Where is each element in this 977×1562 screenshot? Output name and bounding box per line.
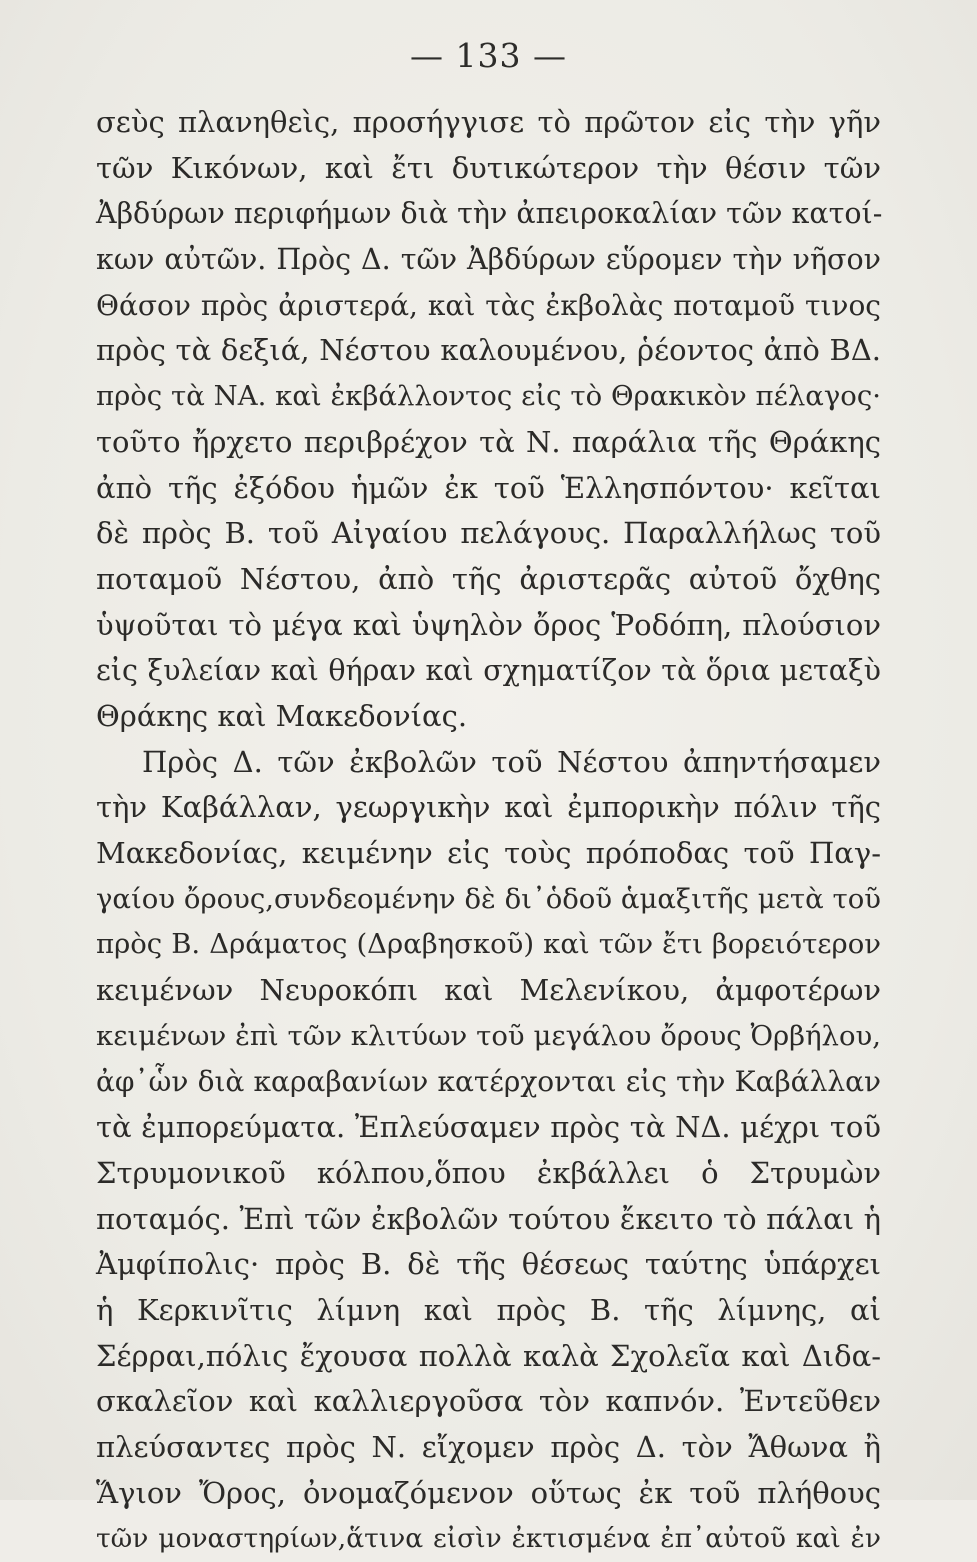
text-line: πρὸς Β. Δράματος (Δραβησκοῦ) καὶ τῶν ἔτι βορειότερον: [96, 928, 881, 961]
text-line: πρὸς τὰ ΝΑ. καὶ ἐκβάλλοντος εἰς τὸ Θρακικὸν πέλαγος·: [96, 380, 881, 413]
text-line: τῶν Κικόνων, καὶ ἔτι δυτικώτερον τὴν θέσιν τῶν: [96, 150, 881, 185]
text-line: τὴν Καβάλλαν, γεωργικὴν καὶ ἐμπορικὴν πόλιν τῆς: [96, 790, 881, 825]
text-line: σεὺς πλανηθεὶς, προσήγγισε τὸ πρῶτον εἰς τὴν γῆν: [96, 105, 881, 139]
text-line: Θάσον πρὸς ἀριστερά, καὶ τὰς ἐκβολὰς ποταμοῦ τινος: [96, 288, 881, 322]
text-line: πρὸς τὰ δεξιά, Νέστου καλουμένου, ῥέοντος ἀπὸ ΒΔ.: [96, 333, 881, 368]
text-line: Μακεδονίας, κειμένην εἰς τοὺς πρόποδας τοῦ Παγ-: [96, 836, 881, 870]
page-body-text: [96, 100, 881, 1562]
text-line: Ἅγιον Ὄρος, ὀνομαζόμενον οὕτως ἐκ τοῦ πλήθους: [96, 1475, 881, 1510]
text-line: ἀπὸ τῆς ἐξόδου ἡμῶν ἐκ τοῦ Ἑλλησπόντου· κεῖται: [96, 470, 881, 505]
text-line: ἀφ᾽ὧν διὰ καραβανίων κατέρχονται εἰς τὴν Καβάλλαν: [96, 1065, 881, 1099]
text-line: ἡ Κερκινῖτις λίμνη καὶ πρὸς Β. τῆς λίμνης, αἱ: [96, 1292, 881, 1327]
text-line: ὑψοῦται τὸ μέγα καὶ ὑψηλὸν ὄρος Ῥοδόπη, πλούσιον: [96, 607, 881, 642]
text-line: Σέρραι,πόλις ἔχουσα πολλὰ καλὰ Σχολεῖα καὶ Διδα-: [96, 1338, 881, 1373]
text-line: κων αὐτῶν. Πρὸς Δ. τῶν Ἀβδύρων εὕρομεν τὴν νῆσον: [96, 243, 881, 277]
text-line: ποταμός. Ἐπὶ τῶν ἐκβολῶν τούτου ἔκειτο τὸ πάλαι ἡ: [96, 1201, 881, 1236]
text-line: Ἀβδύρων περιφήμων διὰ τὴν ἀπειροκαλίαν τῶν κατοί-: [96, 197, 883, 231]
text-line: Στρυμονικοῦ κόλπου,ὅπου ἐκβάλλει ὁ Στρυμὼν: [96, 1155, 881, 1190]
text-line: εἰς ξυλείαν καὶ θήραν καὶ σχηματίζον τὰ ὅρια μεταξὺ: [96, 654, 881, 688]
text-line: τοῦτο ἤρχετο περιβρέχον τὰ Ν. παράλια τῆς Θράκης: [96, 424, 881, 459]
text-line: Ἀμφίπολις· πρὸς Β. δὲ τῆς θέσεως ταύτης ὑπάρχει: [96, 1247, 881, 1282]
text-line: τῶν μοναστηρίων,ἅτινα εἰσὶν ἐκτισμένα ἐπ᾽αὐτοῦ καὶ ἐν: [96, 1523, 881, 1555]
page-number: — 133 —: [410, 36, 567, 75]
text-line: κειμένων ἐπὶ τῶν κλιτύων τοῦ μεγάλου ὄρους Ὀρβήλου,: [96, 1019, 881, 1052]
text-line: γαίου ὄρους,συνδεομένην δὲ δι᾽ὁδοῦ ἁμαξιτῆς μετὰ τοῦ: [96, 882, 881, 915]
text-line: πλεύσαντες πρὸς Ν. εἴχομεν πρὸς Δ. τὸν Ἄθωνα ἢ: [96, 1429, 881, 1464]
text-line: ποταμοῦ Νέστου, ἀπὸ τῆς ἀριστερᾶς αὐτοῦ ὄχθης: [96, 561, 881, 596]
text-line: Πρὸς Δ. τῶν ἐκβολῶν τοῦ Νέστου ἀπηντήσαμεν: [142, 744, 881, 779]
text-line: δὲ πρὸς Β. τοῦ Αἰγαίου πελάγους. Παραλλήλως τοῦ: [96, 516, 881, 551]
text-line: Θράκης καὶ Μακεδονίας.: [96, 698, 468, 733]
text-line: κειμένων Νευροκόπι καὶ Μελενίκου, ἀμφοτέρων: [96, 973, 881, 1008]
text-line: σκαλεῖον καὶ καλλιεργοῦσα τὸν καπνόν. Ἐντεῦθεν: [96, 1384, 881, 1419]
text-line: τὰ ἐμπορεύματα. Ἐπλεύσαμεν πρὸς τὰ ΝΔ. μέχρι τοῦ: [96, 1110, 881, 1145]
